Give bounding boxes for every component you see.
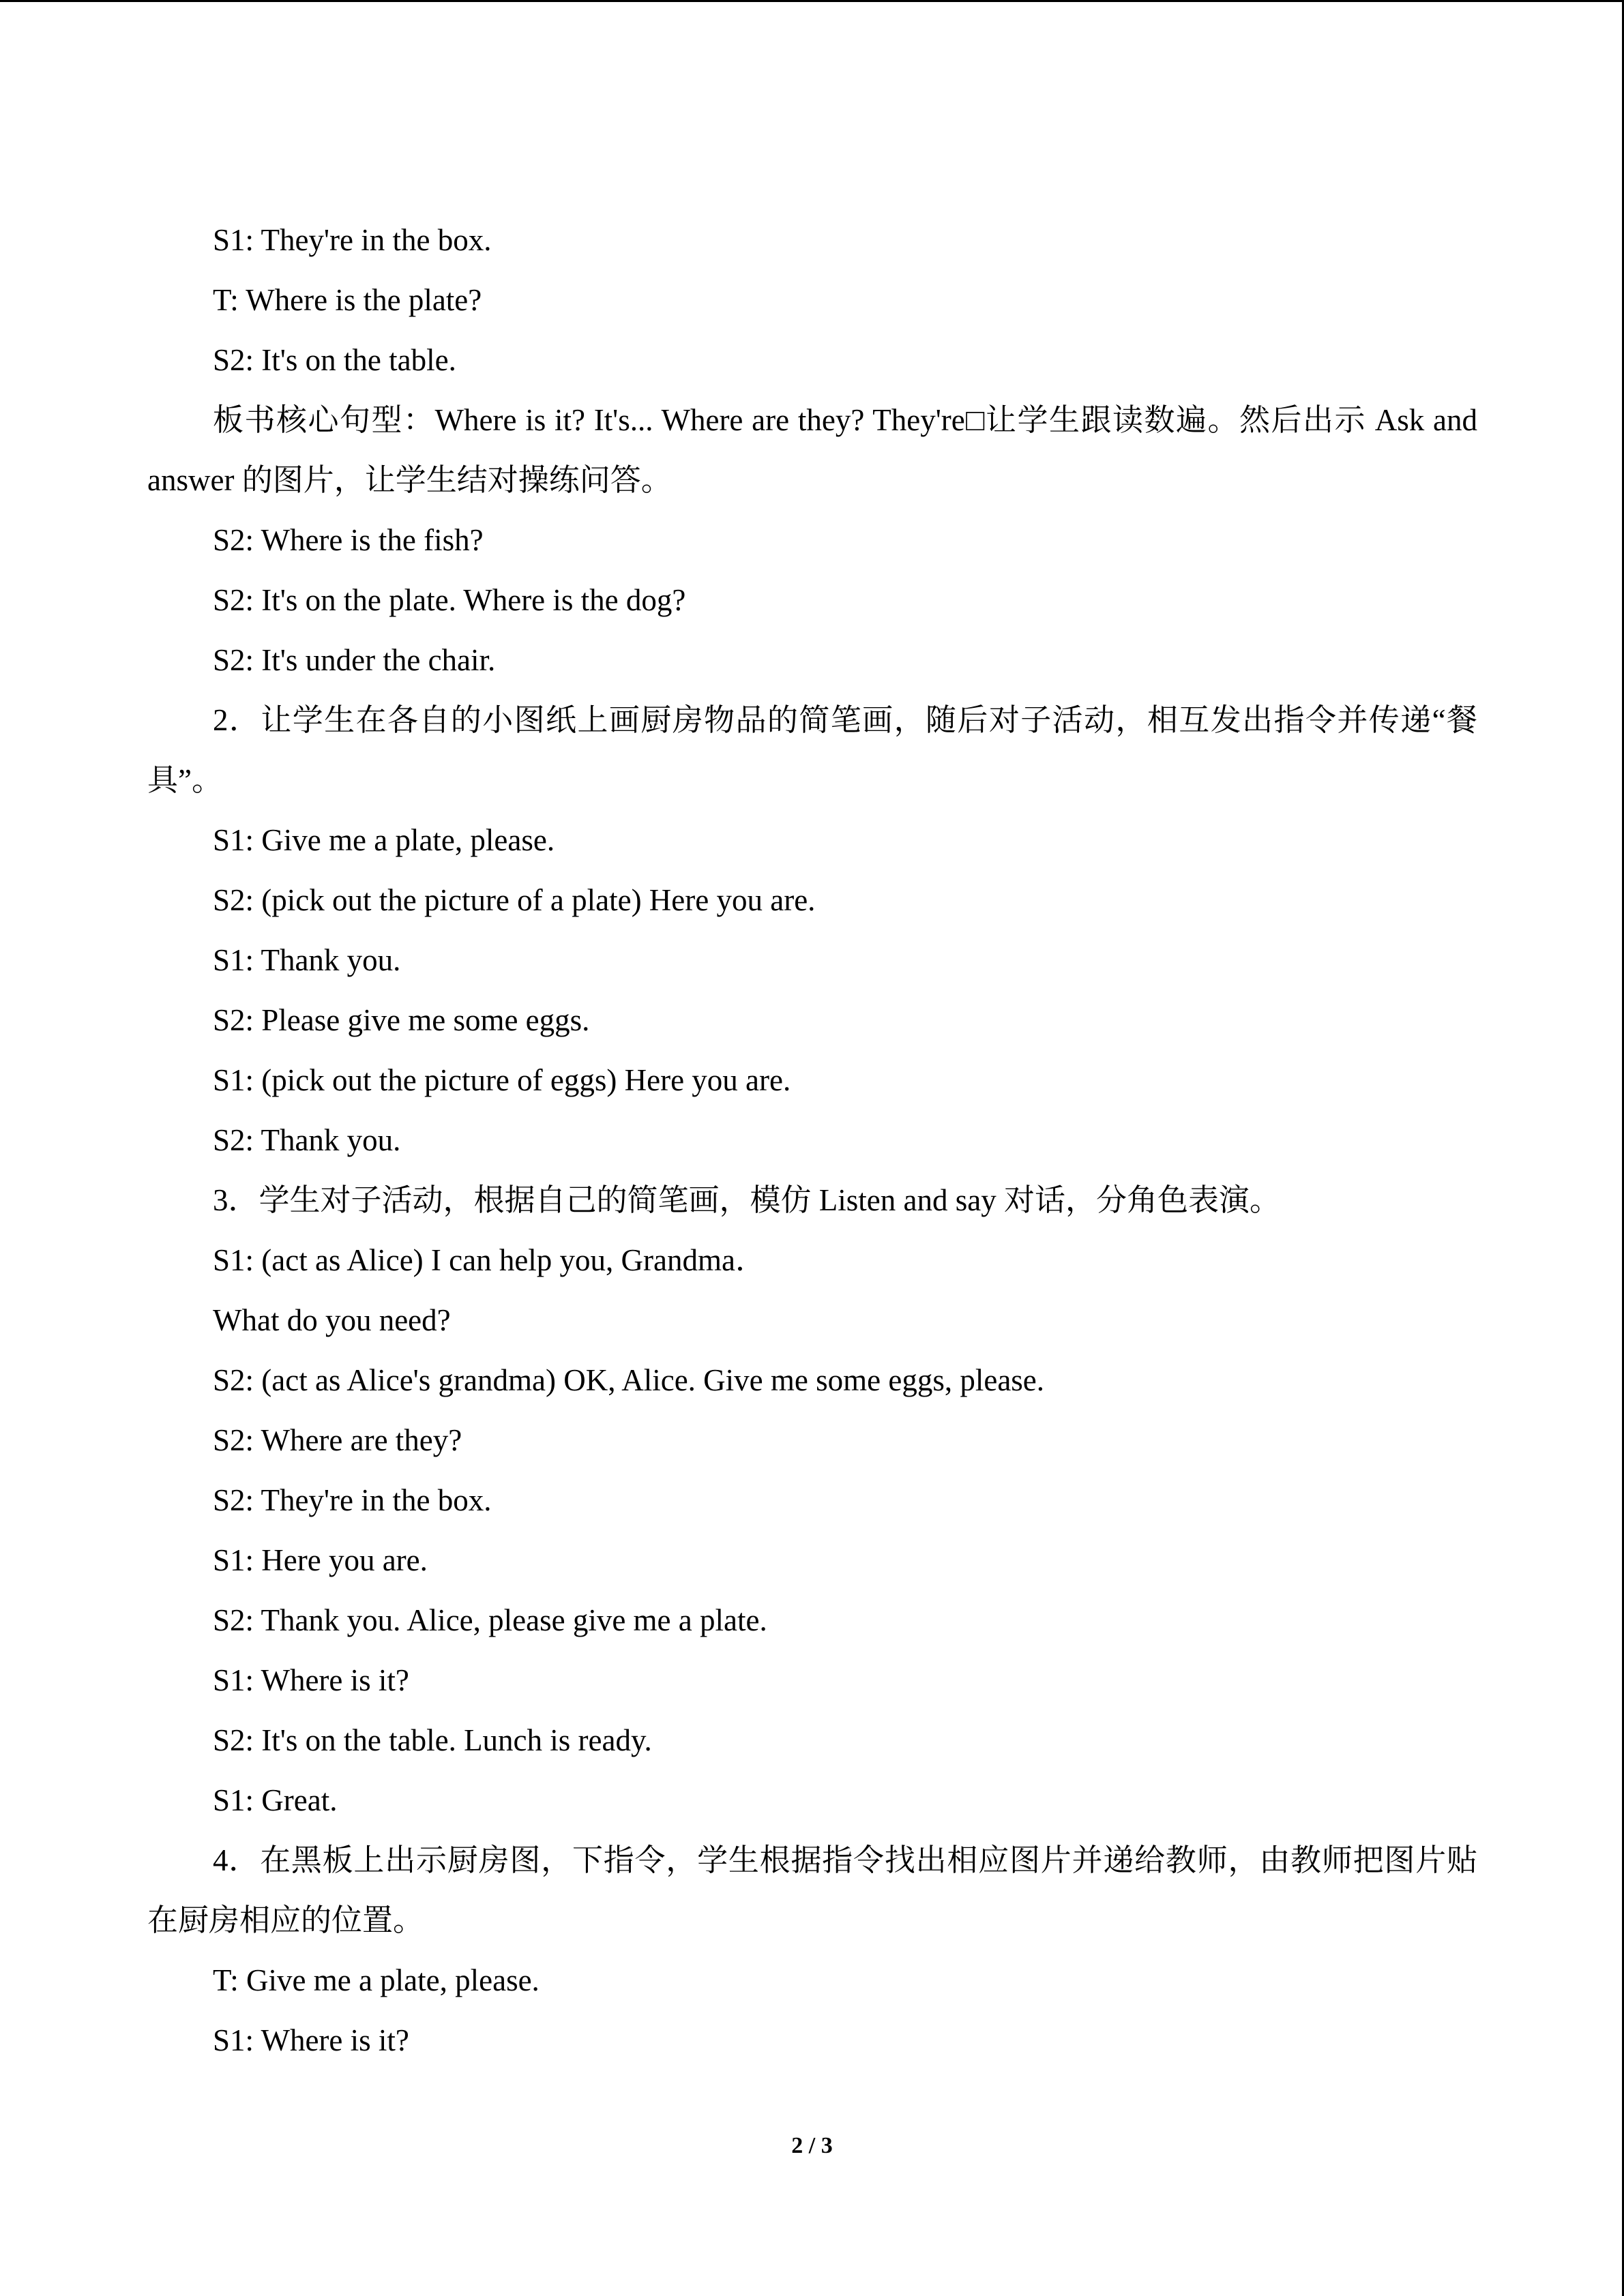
dialogue-line: What do you need?: [213, 1303, 451, 1337]
dialogue-line: S2: Thank you.: [213, 1123, 401, 1157]
dialogue-line: S1: (pick out the picture of eggs) Here you are.: [213, 1063, 791, 1097]
dialogue-line: S1: Give me a plate, please.: [213, 823, 555, 857]
dialogue-line: S1: Where is it?: [213, 2023, 409, 2057]
dialogue-line: S1: Thank you.: [213, 943, 401, 977]
instruction-paragraph: 4．在黑板上出示厨房图，下指令，学生根据指令找出相应图片并递给教师，由教师把图片贴在厨房相应的位置。: [147, 1843, 1477, 1937]
document-body: [147, 210, 1477, 2070]
dialogue-line: S1: Here you are.: [213, 1543, 428, 1577]
dialogue-line: S1: (act as Alice) I can help you, Grandma．: [213, 1243, 766, 1277]
dialogue-line: S2: It's on the table.: [213, 343, 456, 377]
dialogue-line: S2: It's on the table. Lunch is ready.: [213, 1723, 652, 1757]
dialogue-line: S2: Please give me some eggs.: [213, 1003, 590, 1037]
dialogue-line: S2: Where are they?: [213, 1423, 462, 1457]
dialogue-line: S2: They're in the box.: [213, 1483, 492, 1517]
dialogue-line: T: Where is the plate?: [213, 283, 482, 317]
dialogue-line: S1: They're in the box.: [213, 223, 492, 257]
dialogue-line: S2: Where is the fish?: [213, 523, 484, 557]
dialogue-line: S2: (act as Alice's grandma) OK, Alice. Give me some eggs, please.: [213, 1363, 1045, 1397]
dialogue-line: T: Give me a plate, please.: [213, 1963, 540, 1997]
instruction-paragraph: 2．让学生在各自的小图纸上画厨房物品的简笔画，随后对子活动，相互发出指令并传递“餐具”。: [147, 703, 1477, 797]
dialogue-line: S2: Thank you. Alice, please give me a plate.: [213, 1603, 767, 1637]
dialogue-line: S1: Where is it?: [213, 1663, 409, 1697]
dialogue-line: S2: (pick out the picture of a plate) Here you are.: [213, 883, 816, 917]
instruction-paragraph: 板书核心句型：Where is it? It's... Where are they? They're□让学生跟读数遍。然后出示 Ask and answer 的图片，让学生结对操练问答。: [147, 403, 1477, 497]
page-top-border: [0, 0, 1624, 2]
dialogue-line: S2: It's under the chair.: [213, 643, 496, 677]
page-number: 2 / 3: [791, 2133, 833, 2158]
dialogue-line: S2: It's on the plate. Where is the dog?: [213, 583, 686, 617]
instruction-paragraph: 3．学生对子活动，根据自己的简笔画，模仿 Listen and say 对话，分角色表演。: [213, 1183, 1280, 1217]
dialogue-line: S1: Great.: [213, 1783, 338, 1817]
